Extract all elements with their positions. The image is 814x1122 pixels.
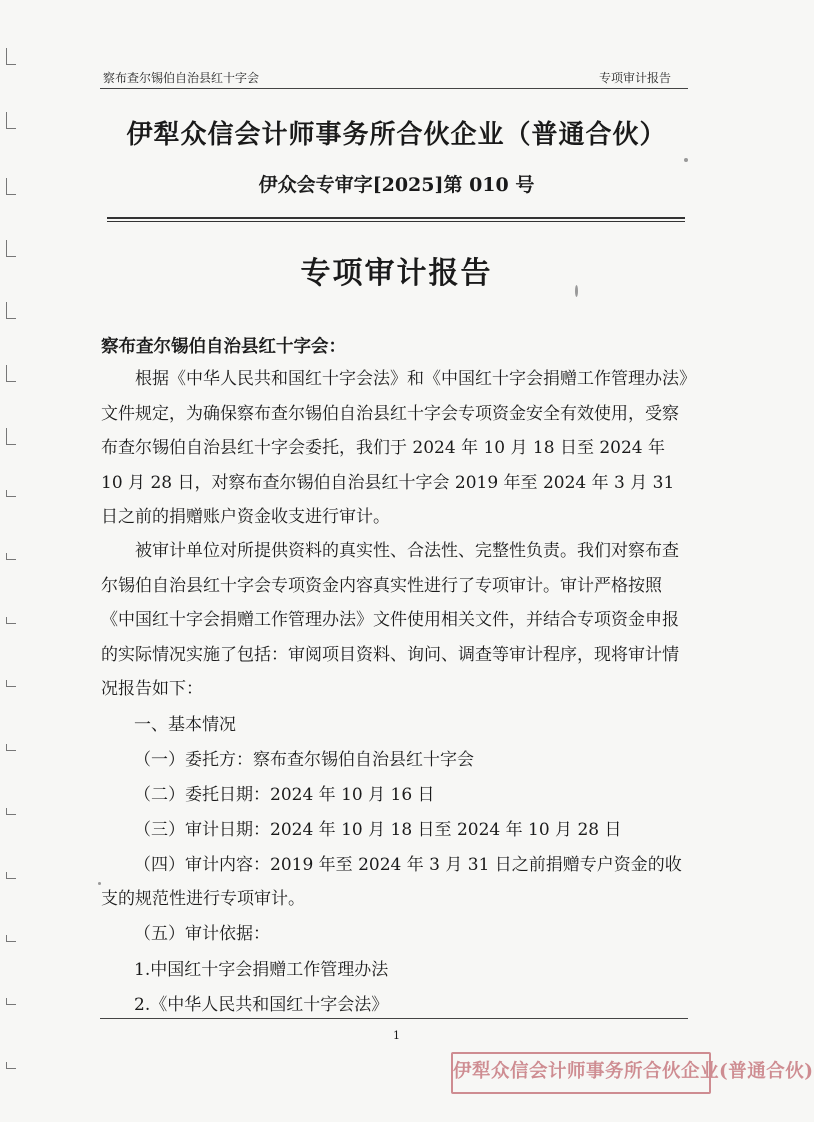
binding-mark xyxy=(6,617,16,624)
report-title: 专项审计报告 xyxy=(300,256,493,291)
running-header-left: 察布查尔锡伯自治县红十字会 xyxy=(103,71,260,85)
binding-mark xyxy=(6,680,16,687)
section-heading: 一、基本情况 xyxy=(134,715,236,735)
binding-mark xyxy=(6,553,16,560)
addressee: 察布查尔锡伯自治县红十字会： xyxy=(101,337,346,357)
binding-mark xyxy=(6,48,16,65)
binding-mark xyxy=(6,998,16,1005)
binding-mark xyxy=(6,365,16,382)
firm-seal-stamp: 伊犁众信会计师事务所合伙企业(普通合伙) xyxy=(451,1052,711,1094)
basis-item-2: 2.《中华人民共和国红十字会法》 xyxy=(134,995,389,1015)
title-rule-thin xyxy=(107,221,685,222)
scan-speck xyxy=(684,158,688,162)
binding-mark xyxy=(6,872,16,879)
binding-mark xyxy=(6,744,16,751)
body-paragraph-2 xyxy=(101,534,691,707)
footer-rule xyxy=(100,1018,688,1019)
body-paragraph-1 xyxy=(101,362,691,535)
basis-item-1: 1.中国红十字会捐赠工作管理办法 xyxy=(134,960,389,980)
header-rule xyxy=(100,88,688,89)
page-number: 1 xyxy=(393,1029,400,1042)
item-audit-date: （三）审计日期：2024 年 10 月 18 日至 2024 年 10 月 28 日 xyxy=(134,820,622,840)
firm-name: 伊犁众信会计师事务所合伙企业（普通合伙） xyxy=(126,120,667,150)
binding-mark xyxy=(6,302,16,319)
binding-mark xyxy=(6,935,16,942)
binding-mark xyxy=(6,808,16,815)
binding-mark xyxy=(6,428,16,445)
paragraph-text: 根据《中华人民共和国红十字会法》和《中国红十字会捐赠工作管理办法》文件规定，为确保察布查尔锡伯自治县红十字会专项资金安全有效使用，受察布查尔锡伯自治县红十字会委托，我们于 2024 年 10 月 18 日至 2024 年 10 月 28 日，对察布查尔锡伯自治县红十字会 2019 年至 2024 年 3 月 31 日之前的捐赠账户资金收支进行审计。 xyxy=(101,369,688,527)
item-audit-content-continued: 支的规范性进行专项审计。 xyxy=(101,889,305,909)
running-header-right: 专项审计报告 xyxy=(598,71,671,85)
binding-mark xyxy=(6,1062,16,1069)
item-audit-basis: （五）审计依据： xyxy=(134,924,270,944)
item-audit-content: （四）审计内容：2019 年至 2024 年 3 月 31 日之前捐赠专户资金的收 xyxy=(134,855,682,875)
binding-mark xyxy=(6,490,16,497)
item-entrust-date: （二）委托日期：2024 年 10 月 16 日 xyxy=(134,785,435,805)
item-entrust-party: （一）委托方：察布查尔锡伯自治县红十字会 xyxy=(134,750,474,770)
title-rule-thick xyxy=(107,217,685,219)
document-number: 伊众会专审字[2025]第 010 号 xyxy=(258,174,535,196)
paragraph-text: 被审计单位对所提供资料的真实性、合法性、完整性负责。我们对察布查尔锡伯自治县红十字会专项资金内容真实性进行了专项审计。审计严格按照《中国红十字会捐赠工作管理办法》文件使用相关文件，并结合专项资金申报的实际情况实施了包括：审阅项目资料、询问、调查等审计程序，现将审计情况报告如下： xyxy=(101,541,679,699)
